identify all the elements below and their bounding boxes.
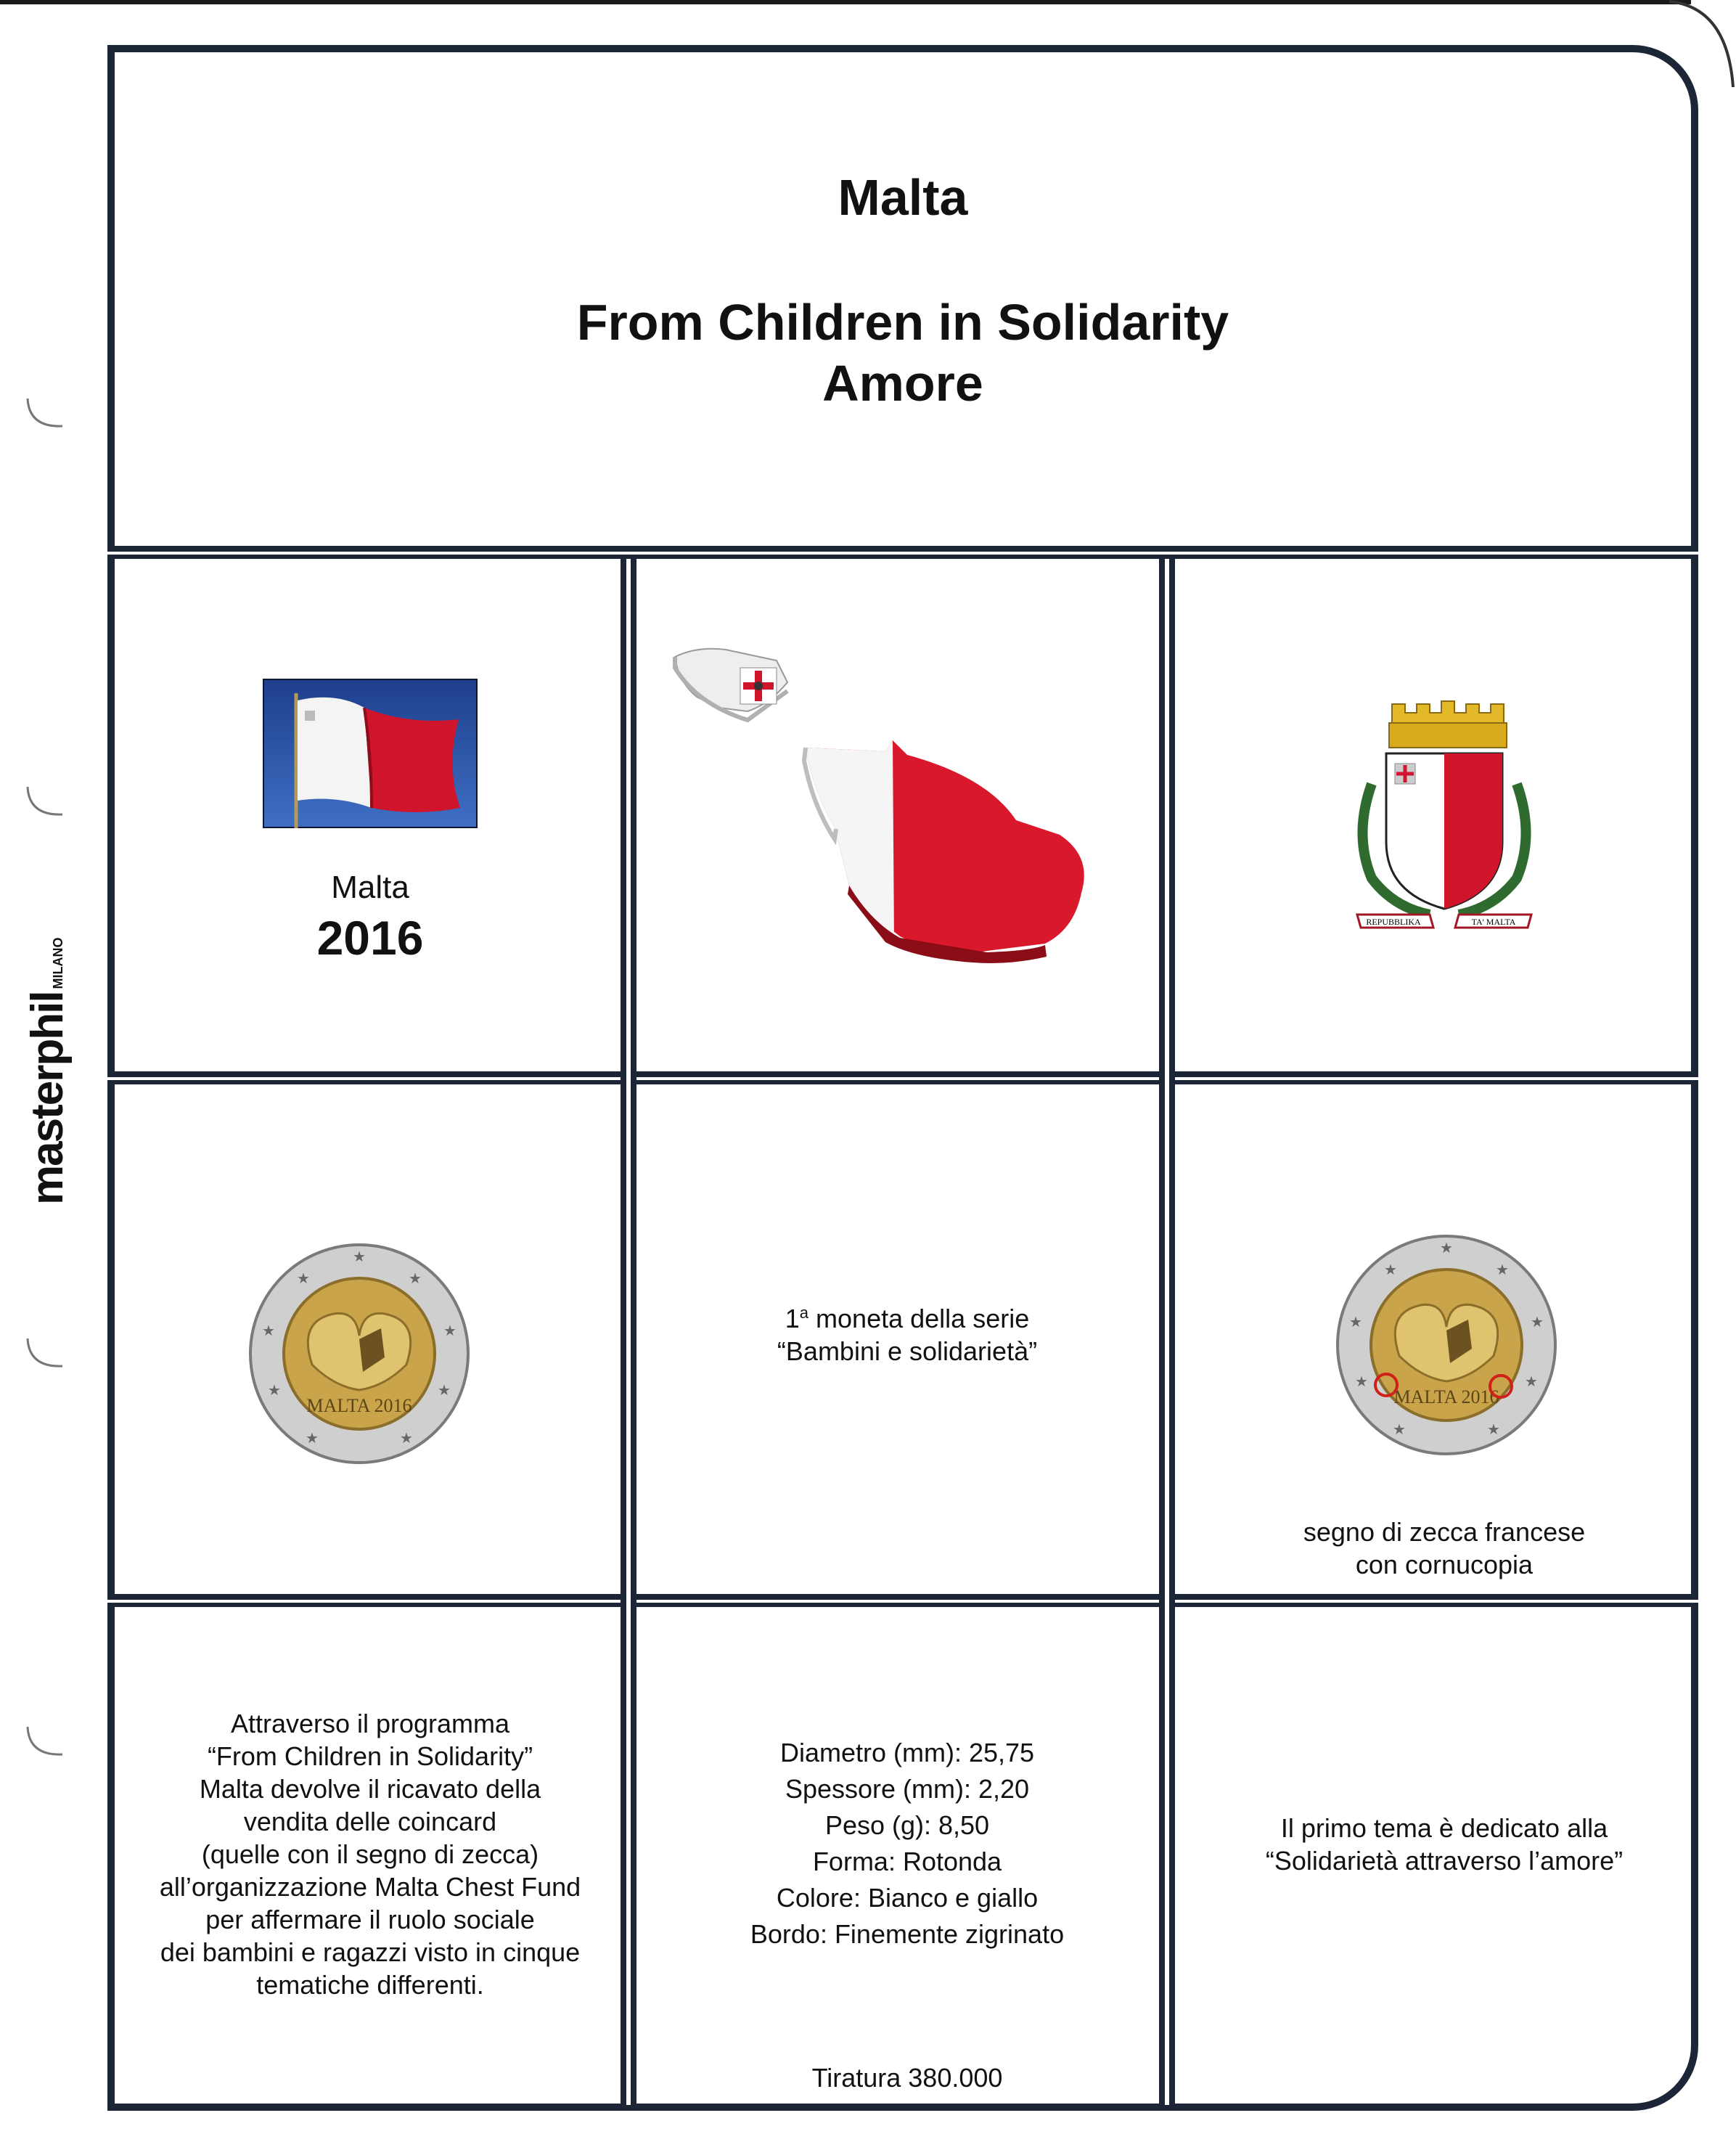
spec-edge: Bordo: Finemente zigrinato bbox=[750, 1919, 1065, 1949]
mintage-text: Tiratura 380.000 bbox=[811, 2063, 1003, 2093]
description-line: per affermare il ruolo sociale bbox=[205, 1905, 535, 1934]
description-line: vendita delle coincard bbox=[243, 1807, 497, 1836]
series-text bbox=[653, 1296, 1161, 1368]
brand-logo bbox=[22, 937, 73, 1205]
svg-text:★: ★ bbox=[438, 1381, 451, 1399]
spec-diameter: Diametro (mm): 25,75 bbox=[779, 1738, 1035, 1767]
svg-text:★: ★ bbox=[306, 1429, 319, 1447]
specs-text bbox=[653, 1735, 1161, 1953]
page-title-country: Malta bbox=[838, 169, 968, 226]
punch-hole-2 bbox=[22, 784, 65, 820]
mintmark-line2: con cornucopia bbox=[1355, 1550, 1534, 1579]
svg-text:★: ★ bbox=[353, 1248, 366, 1265]
coin-image-left bbox=[247, 1241, 472, 1466]
description-line: Malta devolve il ricavato della bbox=[199, 1774, 541, 1804]
page-title-line2: Amore bbox=[822, 355, 983, 412]
grid-divider-col-2 bbox=[1159, 559, 1175, 2105]
mintmark-line1: segno di zecca francese bbox=[1303, 1517, 1586, 1547]
mintmark-text bbox=[1190, 1516, 1698, 1581]
svg-text:★: ★ bbox=[1525, 1373, 1538, 1390]
spec-shape: Forma: Rotonda bbox=[812, 1847, 1002, 1876]
flag-year-label: 2016 bbox=[316, 911, 424, 965]
grid-divider-row-2 bbox=[107, 1071, 1698, 1084]
svg-text:★: ★ bbox=[1393, 1420, 1406, 1438]
svg-text:★: ★ bbox=[1384, 1261, 1397, 1278]
punch-hole-1 bbox=[22, 396, 65, 432]
coin-inscription: MALTA 2016 bbox=[306, 1395, 412, 1416]
svg-text:★: ★ bbox=[268, 1381, 281, 1399]
coin-image-right bbox=[1334, 1232, 1559, 1458]
svg-text:★: ★ bbox=[400, 1429, 413, 1447]
description-line: all’organizzazione Malta Chest Fund bbox=[159, 1872, 581, 1902]
svg-text:★: ★ bbox=[1349, 1313, 1362, 1330]
malta-flag-image bbox=[263, 679, 478, 828]
description-line: Attraverso il programma bbox=[230, 1709, 510, 1738]
theme-line1: Il primo tema è dedicato alla bbox=[1280, 1813, 1608, 1843]
theme-text bbox=[1190, 1812, 1698, 1877]
spec-weight: Peso (g): 8,50 bbox=[824, 1810, 990, 1840]
page-title-line1: From Children in Solidarity bbox=[576, 294, 1229, 351]
punch-hole-4 bbox=[22, 1724, 65, 1760]
ribbon-left-text: REPUBBLIKA bbox=[1366, 917, 1421, 927]
spec-thickness: Spessore (mm): 2,20 bbox=[785, 1774, 1030, 1804]
ribbon-right-text: TA' MALTA bbox=[1471, 917, 1516, 927]
coat-of-arms-image bbox=[1350, 697, 1539, 944]
description-line: (quelle con il segno di zecca) bbox=[201, 1839, 539, 1869]
svg-text:★: ★ bbox=[297, 1270, 310, 1287]
svg-text:★: ★ bbox=[1496, 1261, 1509, 1278]
description-text bbox=[116, 1707, 624, 2001]
svg-text:MALTA 2016: MALTA 2016 bbox=[1393, 1386, 1499, 1407]
punch-hole-3 bbox=[22, 1336, 65, 1372]
svg-text:★: ★ bbox=[1440, 1239, 1453, 1256]
grid-divider-row-3 bbox=[107, 1594, 1698, 1607]
svg-text:★: ★ bbox=[1355, 1373, 1368, 1390]
brand-city: MILANO bbox=[51, 937, 65, 989]
grid-divider-row-1 bbox=[107, 546, 1698, 559]
theme-line2: “Solidarietà attraverso l’amore” bbox=[1265, 1846, 1624, 1876]
spec-color: Colore: Bianco e giallo bbox=[776, 1883, 1039, 1913]
brand-name: masterphil bbox=[22, 992, 73, 1205]
description-line: tematiche differenti. bbox=[256, 1970, 484, 2000]
flag-country-label: Malta bbox=[331, 870, 409, 905]
series-line1: 1$^a$ moneta della serie bbox=[785, 1304, 1030, 1333]
malta-map-image bbox=[668, 639, 1147, 1016]
svg-text:★: ★ bbox=[409, 1270, 422, 1287]
description-line: dei bambini e ragazzi visto in cinque bbox=[160, 1937, 581, 1967]
description-line: “From Children in Solidarity” bbox=[207, 1741, 533, 1771]
page-top-edge bbox=[0, 0, 1691, 4]
svg-text:★: ★ bbox=[443, 1322, 456, 1339]
svg-text:★: ★ bbox=[1531, 1313, 1544, 1330]
svg-text:★: ★ bbox=[262, 1322, 275, 1339]
svg-text:★: ★ bbox=[1487, 1420, 1500, 1438]
series-line2: “Bambini e solidarietà” bbox=[777, 1336, 1038, 1366]
